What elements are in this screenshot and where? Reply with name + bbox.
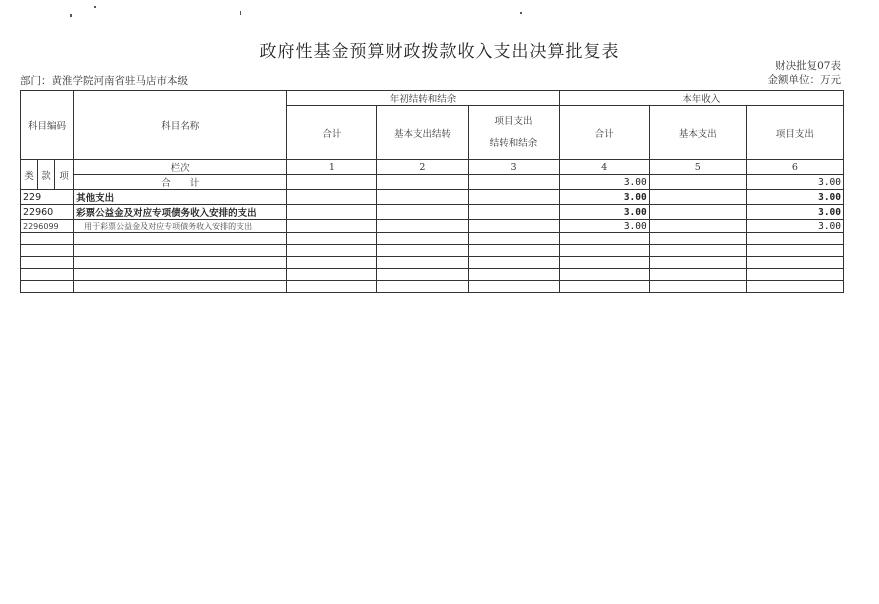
col-number-6: 6 — [746, 160, 843, 175]
summary-cell — [287, 175, 377, 190]
scan-speck — [240, 11, 241, 15]
col-number-1: 1 — [287, 160, 377, 175]
row-col6: 3.00 — [746, 220, 843, 233]
budget-table — [20, 90, 844, 293]
column-number-row — [21, 160, 844, 175]
scan-speck — [70, 14, 72, 17]
form-meta — [768, 59, 842, 87]
project-carry-line1: 项目支出 — [494, 115, 533, 127]
page-title: 政府性基金预算财政拨款收入支出决算批复表 — [259, 42, 620, 62]
current-project-header: 项目支出 — [746, 106, 843, 160]
col-number-5: 5 — [649, 160, 746, 175]
row-col6: 3.00 — [746, 205, 843, 220]
empty-row — [21, 245, 844, 257]
empty-row — [21, 269, 844, 281]
row-col4: 3.00 — [559, 205, 649, 220]
summary-cell — [649, 175, 746, 190]
project-carry-header — [468, 106, 559, 160]
subject-name-header: 科目名称 — [74, 91, 287, 160]
project-carry-line2: 结转和结余 — [489, 137, 538, 149]
begin-balance-group-header: 年初结转和结余 — [287, 91, 559, 106]
row-name: 其他支出 — [74, 190, 287, 205]
row-name: 彩票公益金及对应专项债务收入安排的支出 — [74, 205, 287, 220]
col-number-4: 4 — [559, 160, 649, 175]
department-label: 部门：黄淮学院河南省驻马店市本级 — [20, 75, 188, 87]
row-code: 229 — [21, 190, 74, 205]
empty-row — [21, 281, 844, 293]
current-income-group-header: 本年收入 — [559, 91, 843, 106]
col-number-3: 3 — [468, 160, 559, 175]
current-total-header: 合计 — [559, 106, 649, 160]
empty-row — [21, 233, 844, 245]
amount-unit: 金额单位：万元 — [767, 74, 841, 86]
current-basic-header: 基本支出 — [649, 106, 746, 160]
row-col6: 3.00 — [746, 190, 843, 205]
table-row — [21, 205, 844, 220]
summary-col4: 3.00 — [559, 175, 649, 190]
begin-total-header: 合计 — [287, 106, 377, 160]
summary-label: 合 计 — [74, 175, 287, 190]
row-code: 2296099 — [21, 220, 74, 233]
scan-speck — [520, 12, 522, 14]
col-number-2: 2 — [377, 160, 468, 175]
basic-carry-header: 基本支出结转 — [377, 106, 468, 160]
lei-header: 类 — [21, 160, 38, 190]
row-col4: 3.00 — [559, 220, 649, 233]
subject-code-header: 科目编码 — [21, 91, 74, 160]
column-label: 栏次 — [74, 160, 287, 175]
xiang-header: 项 — [55, 160, 74, 190]
summary-cell — [468, 175, 559, 190]
form-code: 财决批复07表 — [775, 60, 841, 72]
table-row — [21, 190, 844, 205]
summary-cell — [377, 175, 468, 190]
summary-row — [21, 175, 844, 190]
scan-speck — [94, 6, 96, 8]
summary-col6: 3.00 — [746, 175, 843, 190]
empty-row — [21, 257, 844, 269]
row-code: 22960 — [21, 205, 74, 220]
kuan-header: 款 — [38, 160, 55, 190]
row-col4: 3.00 — [559, 190, 649, 205]
header-row-1 — [21, 91, 844, 106]
row-name: 用于彩票公益金及对应专项债务收入安排的支出 — [74, 220, 287, 233]
table-row — [21, 220, 844, 233]
